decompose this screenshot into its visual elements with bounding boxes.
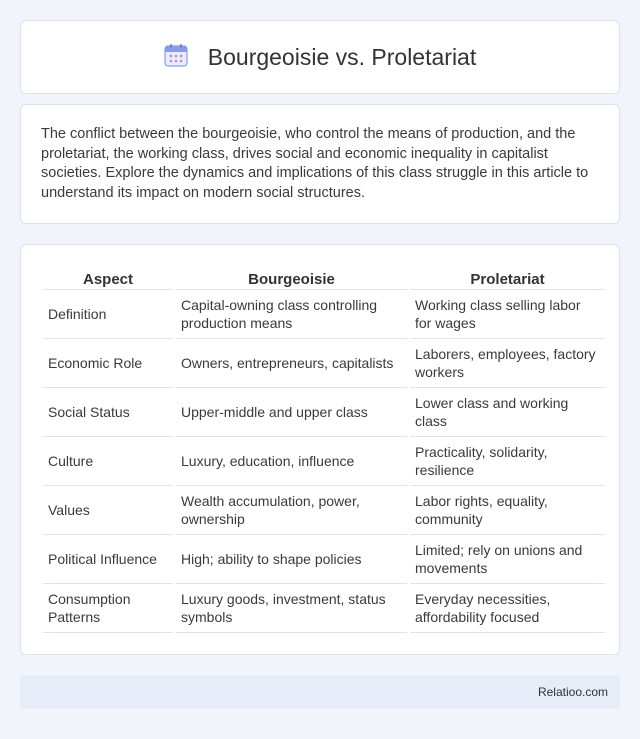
header xyxy=(164,43,476,72)
header-card xyxy=(20,20,620,94)
cell-bourgeoisie: Wealth accumulation, power, ownership xyxy=(176,486,407,535)
cell-proletariat: Practicality, solidarity, resilience xyxy=(410,437,605,486)
table-row xyxy=(43,437,605,486)
cell-proletariat: Limited; rely on unions and movements xyxy=(410,535,605,584)
table-header-row xyxy=(43,265,605,290)
header-aspect: Aspect xyxy=(43,265,173,290)
cell-proletariat: Labor rights, equality, community xyxy=(410,486,605,535)
cell-aspect: Values xyxy=(43,486,173,535)
header-bourgeoisie: Bourgeoisie xyxy=(176,265,407,290)
table-row xyxy=(43,486,605,535)
intro-paragraph: The conflict between the bourgeoisie, who control the means of production, and the proletariat, the working class, drives social and economic inequality in capitalist societies. Explore the dynamics and implications of this class struggle in this article to understand its impact on modern social structures. xyxy=(41,126,589,201)
cell-bourgeoisie: Luxury goods, investment, status symbols xyxy=(176,584,407,633)
cell-bourgeoisie: Luxury, education, influence xyxy=(176,437,407,486)
cell-aspect: Culture xyxy=(43,437,173,486)
footer-brand[interactable]: Relatioo.com xyxy=(537,685,608,699)
cell-bourgeoisie: Owners, entrepreneurs, capitalists xyxy=(176,339,407,388)
intro-card xyxy=(20,104,620,224)
cell-bourgeoisie: Upper-middle and upper class xyxy=(176,388,407,437)
cell-aspect: Political Influence xyxy=(43,535,173,584)
table-row xyxy=(43,584,605,633)
cell-aspect: Social Status xyxy=(43,388,173,437)
cell-aspect: Definition xyxy=(43,290,173,339)
cell-bourgeoisie: Capital-owning class controlling production means xyxy=(176,290,407,339)
cell-proletariat: Working class selling labor for wages xyxy=(410,290,605,339)
table-row xyxy=(43,339,605,388)
cell-proletariat: Everyday necessities, affordability focused xyxy=(410,584,605,633)
calendar-icon xyxy=(164,43,188,72)
comparison-table xyxy=(40,265,608,633)
cell-bourgeoisie: High; ability to shape policies xyxy=(176,535,407,584)
cell-proletariat: Lower class and working class xyxy=(410,388,605,437)
header-proletariat: Proletariat xyxy=(410,265,605,290)
comparison-table-card xyxy=(20,244,620,655)
page-title: Bourgeoisie vs. Proletariat xyxy=(207,43,477,70)
table-row xyxy=(43,535,605,584)
cell-aspect: Economic Role xyxy=(43,339,173,388)
table-row xyxy=(43,290,605,339)
cell-proletariat: Laborers, employees, factory workers xyxy=(410,339,605,388)
cell-aspect: Consumption Patterns xyxy=(43,584,173,633)
table-row xyxy=(43,388,605,437)
footer xyxy=(20,675,620,709)
